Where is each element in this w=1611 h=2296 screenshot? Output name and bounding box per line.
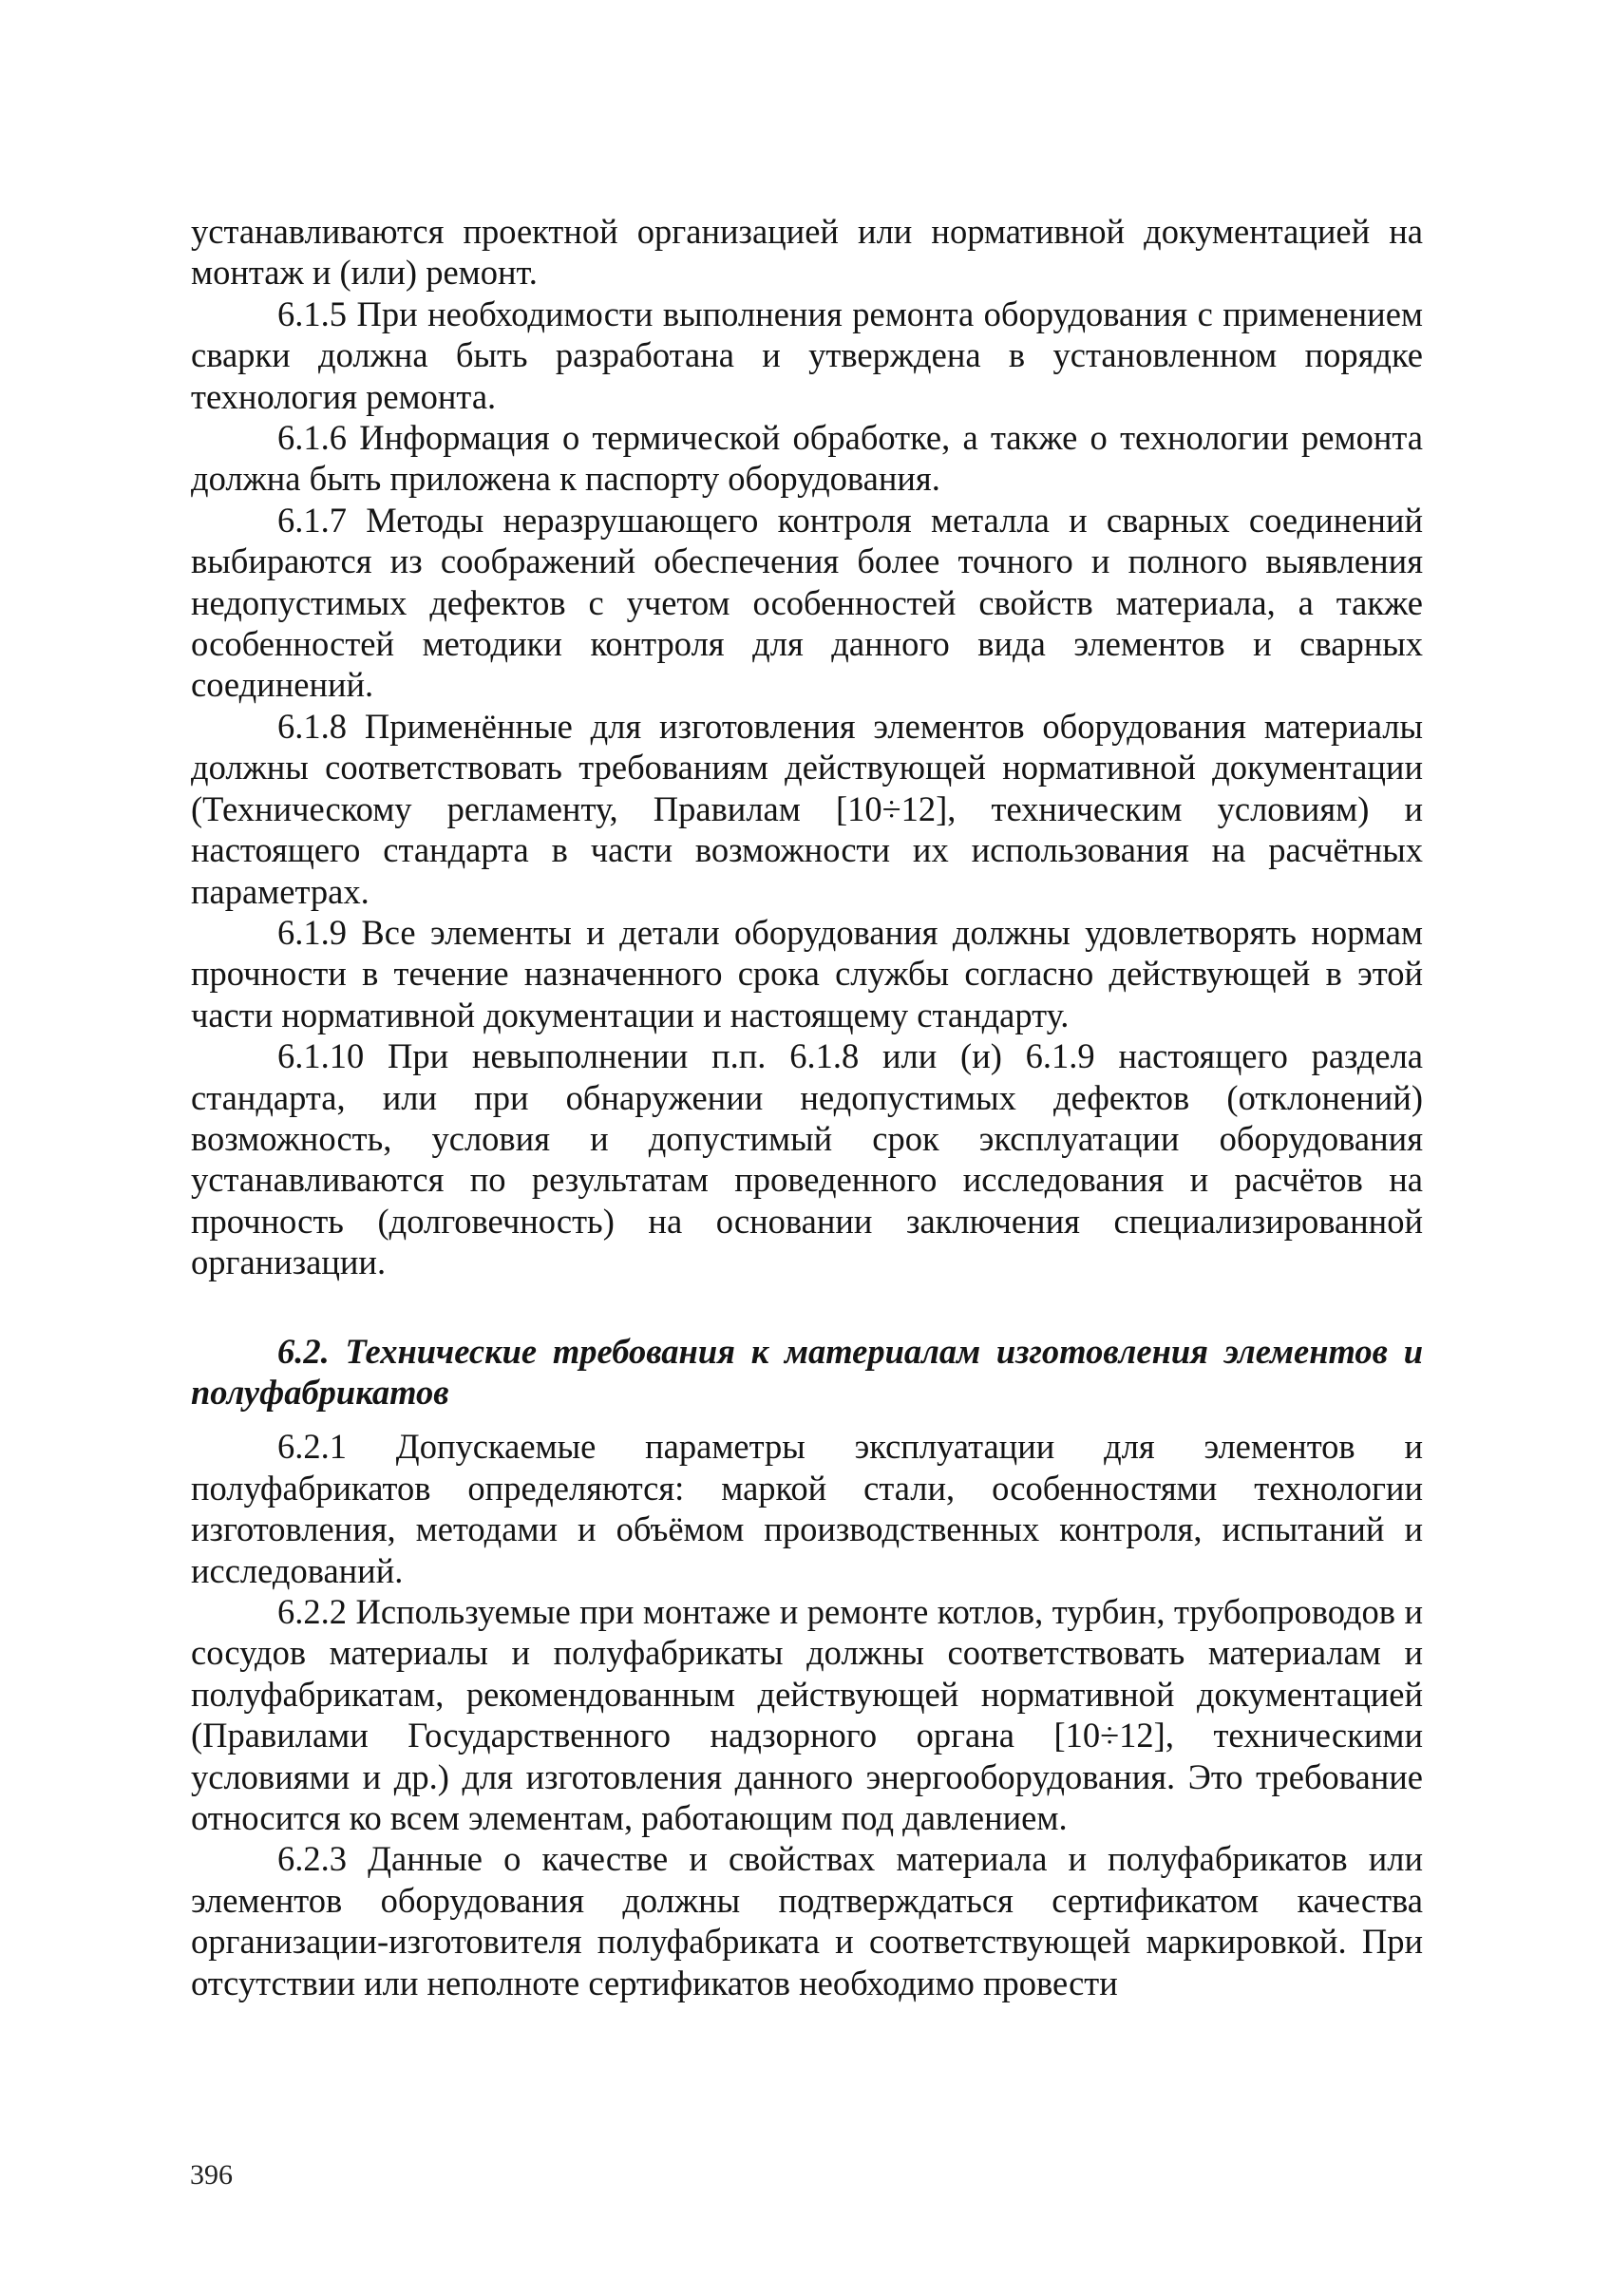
text-column bbox=[191, 211, 1423, 2003]
paragraph-6-2-1: 6.2.1 Допускаемые параметры эксплуатации для элементов и полуфабрикатов определяются: маркой стали, особенностями технологии изготовления, методами и объёмом производственных контроля, испытаний и исследований. bbox=[191, 1427, 1423, 1590]
paragraph-6-1-5: 6.1.5 При необходимости выполнения ремонта оборудования с применением сварки должна быть разработана и утверждена в установленном порядке технология ремонта. bbox=[191, 294, 1423, 416]
paragraph-6-1-10: 6.1.10 При невыполнении п.п. 6.1.8 или (и) 6.1.9 настоящего раздела стандарта, или при обнаружении недопустимых дефектов (отклонений) возможность, условия и допустимый срок эксплуатации оборудования устанавливаются по результатам проведенного исследования и расчётов на прочность (долговечность) на основании заключения специализированной организации. bbox=[191, 1036, 1423, 1282]
paragraph-6-2-3: 6.2.3 Данные о качестве и свойствах материала и полуфабрикатов или элементов оборудования должны подтверждаться сертификатом качества организации-изготовителя полуфабриката и соответствующей маркировкой. При отсутствии или неполноте сертификатов необходимо провести bbox=[191, 1839, 1423, 2002]
paragraph-6-1-8: 6.1.8 Применённые для изготовления элементов оборудования материалы должны соответствовать требованиям действующей нормативной документации (Техническому регламенту, Правилам [10÷12], техническим условиям) и настоящего стандарта в части возможности их использования на расчётных параметрах. bbox=[191, 706, 1423, 911]
paragraph-6-1-9: 6.1.9 Все элементы и детали оборудования должны удовлетворять нормам прочности в течение назначенного срока службы согласно действующей в этой части нормативной документации и настоящему стандарту. bbox=[191, 912, 1423, 1034]
paragraph-continuation: устанавливаются проектной организацией или нормативной документацией на монтаж и (или) ремонт. bbox=[191, 212, 1423, 293]
paragraph-6-1-6: 6.1.6 Информация о термической обработке, а также о технологии ремонта должна быть приложена к паспорту оборудования. bbox=[191, 418, 1423, 499]
paragraph-6-1-7: 6.1.7 Методы неразрушающего контроля металла и сварных соединений выбираются из соображений обеспечения более точного и полного выявления недопустимых дефектов с учетом особенностей свойств материала, а также особенностей методики контроля для данного вида элементов и сварных соединений. bbox=[191, 500, 1423, 705]
section-heading-6-2: 6.2. Технические требования к материалам изготовления элементов и полуфабрикатов bbox=[191, 1331, 1423, 1412]
paragraph-6-2-2: 6.2.2 Используемые при монтаже и ремонте котлов, турбин, трубопроводов и сосудов материалы и полуфабрикаты должны соответствовать материалам и полуфабрикатам, рекомендованным действующей нормативной документацией (Правилами Государственного надзорного органа [10÷12], техническими условиями и др.) для изготовления данного энергооборудования. Это требование относится ко всем элементам, работающим под давлением. bbox=[191, 1592, 1423, 1838]
page-number: 396 bbox=[190, 2159, 233, 2191]
